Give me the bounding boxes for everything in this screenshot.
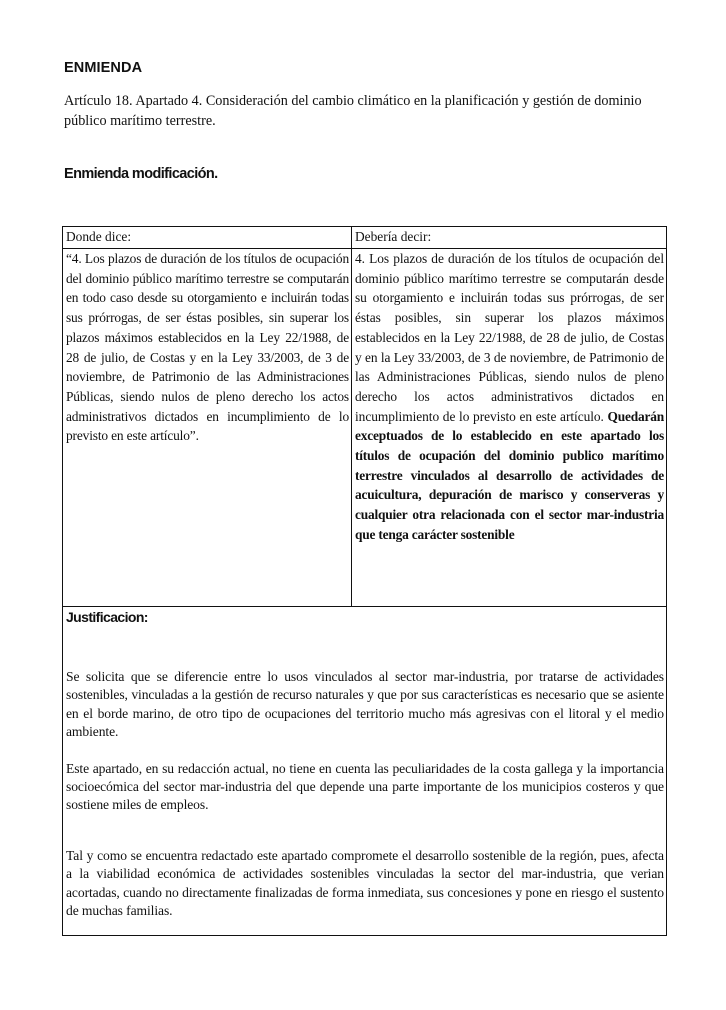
table-header-row — [63, 227, 667, 249]
justification-paragraph: Tal y como se encuentra redactado este apartado compromete el desarrollo sostenible de la región, pues, afecta a la viabilidad económica de actividades sostenibles vinculadas la sector del mar-industria, que verian acortadas, cuando no directamente finalizadas de forma inmediata, sus concesiones y pone en riesgo el sustento de muchas familias. — [66, 847, 664, 919]
current-text: “4. Los plazos de duración de los títulos de ocupación del dominio público marítimo terrestre se computarán en todo caso desde su otorgamiento e incluirán todas sus prórrogas, de ser éstas posibles, sin superar los plazos máximos establecidos en la Ley 22/1988, de 28 de julio, de Costas y en la Ley 33/2003, de 3 de noviembre, de Patrimonio de las Administraciones Públicas, siendo nulos de pleno derecho los actos administrativos dictados en incumplimiento de lo previsto en este artículo”. — [66, 251, 349, 444]
proposed-text: 4. Los plazos de duración de los títulos de ocupación del dominio público marítimo terrestre se computarán desde su otorgamiento e incluirán todas sus prórrogas, de ser éstas posibles, sin superar los plazos máximos establecidos en la Ley 22/1988, de 28 de julio, de Costas y en la Ley 33/2003, de 3 de noviembre, de Patrimonio de las Administraciones Públicas, siendo nulos de pleno derecho los actos administrativos dictados en incumplimiento de lo previsto en este artículo. — [355, 251, 664, 424]
document-heading: ENMIENDA — [64, 60, 143, 76]
justification-row — [63, 607, 667, 936]
justification-paragraph: Este apartado, en su redacción actual, no tiene en cuenta las peculiaridades de la costa gallega y la importancia socioecómica del sector mar-industria del que depende una parte importante de los municipios costeros y que sostiene miles de empleos. — [66, 760, 664, 813]
justification-title: Justificacion: — [66, 609, 148, 625]
justification-paragraph: Se solicita que se diferencie entre lo usos vinculados al sector mar-industria, por tratarse de actividades sostenibles, vinculadas a la gestión de recurso naturales y que por sus características es necesario que se asiente en el borde marino, de otro tipo de ocupaciones del territorio mucho más agresivas con el litoral y el medio ambiente. — [66, 669, 664, 740]
amendment-table — [62, 226, 667, 936]
current-text-cell — [63, 249, 352, 607]
column-header-current-text: Donde dice: — [63, 227, 352, 249]
column-header-proposed-text: Debería decir: — [352, 227, 667, 249]
proposed-text-cell — [352, 249, 667, 607]
proposed-addition-text: Quedarán exceptuados de lo establecido en este apartado los títulos de ocupación del dominio publico marítimo terrestre vinculados al desarrollo de actividades de acuicultura, depuración de marisco y conserveras y cualquier otra relacionada con el sector mar-industria que tenga carácter sostenible — [355, 408, 664, 542]
amendment-type: Enmienda modificación. — [64, 166, 218, 182]
amendment-subject: Artículo 18. Apartado 4. Consideración del cambio climático en la planificación y gestión de dominio público marítimo terrestre. — [64, 93, 642, 129]
table-body-row — [63, 249, 667, 607]
justification-cell — [63, 607, 667, 936]
